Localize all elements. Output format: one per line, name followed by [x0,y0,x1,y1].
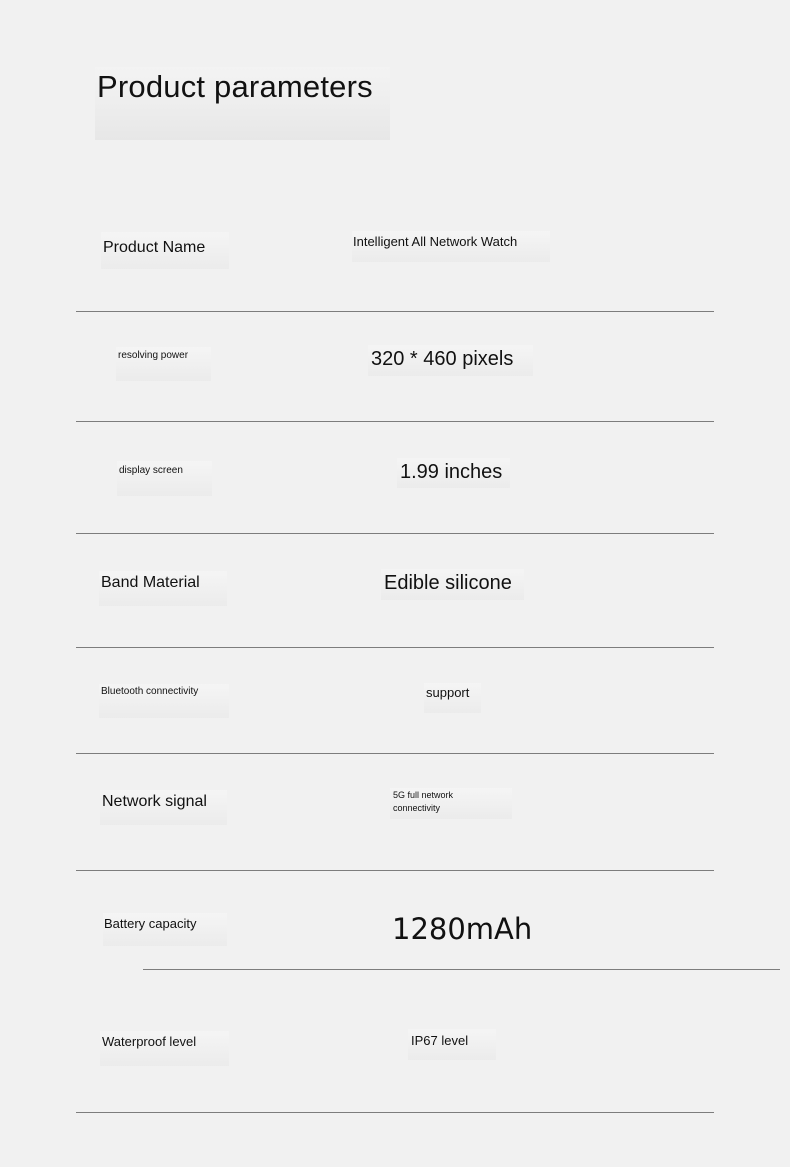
page-title-container [95,67,390,140]
row-divider [143,969,780,970]
battery-capacity-label: Battery capacity [104,916,197,931]
row-divider [76,533,714,534]
network-signal-label: Network signal [102,793,207,810]
bluetooth-connectivity-value: support [426,685,470,700]
waterproof-level-value: IP67 level [411,1033,469,1048]
network-signal-value-line-2: connectivity [393,803,441,813]
row-divider [76,1112,714,1113]
row-divider [76,753,714,754]
waterproof-level-label: Waterproof level [102,1034,197,1049]
product-name-label: Product Name [103,239,206,256]
row-divider [76,421,714,422]
page-title: Product parameters [97,69,373,104]
band-material-value: Edible silicone [384,572,512,594]
product-name-value: Intelligent All Network Watch [353,234,518,249]
resolving-power-value: 320 * 460 pixels [371,348,514,370]
row-divider [76,311,714,312]
row-divider [76,647,714,648]
bluetooth-connectivity-label: Bluetooth connectivity [101,686,199,697]
band-material-label: Band Material [101,574,200,591]
battery-capacity-value: 1280mAh [392,912,533,946]
resolving-power-label: resolving power [118,350,189,361]
display-screen-label: display screen [119,465,183,476]
row-divider [76,870,714,871]
display-screen-value: 1.99 inches [400,461,503,483]
network-signal-value-line-1: 5G full network [393,790,454,800]
